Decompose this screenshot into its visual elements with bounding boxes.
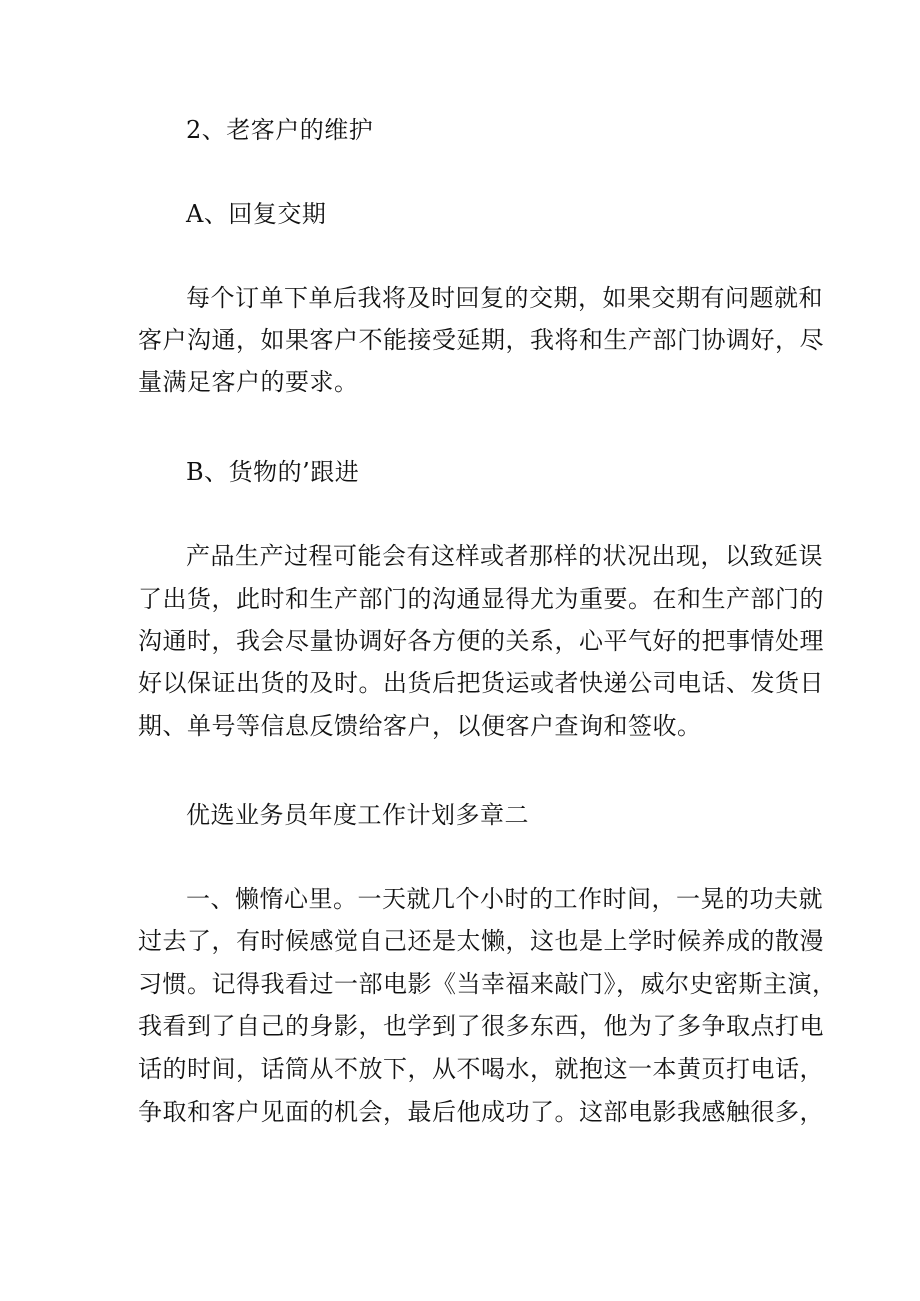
- paragraph-line: 话的时间，话筒从不放下，从不喝水，就抱这一本黄页打电话，: [138, 1055, 824, 1083]
- paragraph-line: 好以保证出货的及时。出货后把货运或者快递公司电话、发货日: [138, 669, 824, 697]
- paragraph-line: 我看到了自己的身影，也学到了很多东西，他为了多争取点打电: [138, 1012, 824, 1040]
- section-heading: 2、老客户的维护: [186, 116, 374, 144]
- paragraph-line: 沟通时，我会尽量协调好各方便的关系，心平气好的把事情处理: [138, 627, 824, 655]
- paragraph-line: 一、懒惰心里。一天就几个小时的工作时间，一晃的功夫就: [186, 885, 823, 913]
- paragraph-line: 期、单号等信息反馈给客户，以便客户查询和签收。: [138, 712, 702, 740]
- paragraph-line: 争取和客户见面的机会，最后他成功了。这部电影我感触很多，: [138, 1098, 824, 1126]
- subsection-heading: B、货物的’跟进: [186, 458, 360, 486]
- paragraph-line: 量满足客户的要求。: [138, 368, 359, 396]
- paragraph-line: 了出货，此时和生产部门的沟通显得尤为重要。在和生产部门的: [138, 585, 824, 613]
- paragraph-line: 每个订单下单后我将及时回复的交期，如果交期有问题就和: [186, 284, 823, 312]
- paragraph-line: 习惯。记得我看过一部电影《当幸福来敲门》，威尔史密斯主演，: [138, 970, 837, 998]
- paragraph-line: 过去了，有时候感觉自己还是太懒，这也是上学时候养成的散漫: [138, 927, 824, 955]
- subsection-heading: A、回复交期: [186, 200, 327, 228]
- paragraph-line: 产品生产过程可能会有这样或者那样的状况出现，以致延误: [186, 542, 823, 570]
- document-title: 优选业务员年度工作计划多章二: [186, 801, 529, 829]
- paragraph-line: 客户沟通，如果客户不能接受延期，我将和生产部门协调好，尽: [138, 326, 824, 354]
